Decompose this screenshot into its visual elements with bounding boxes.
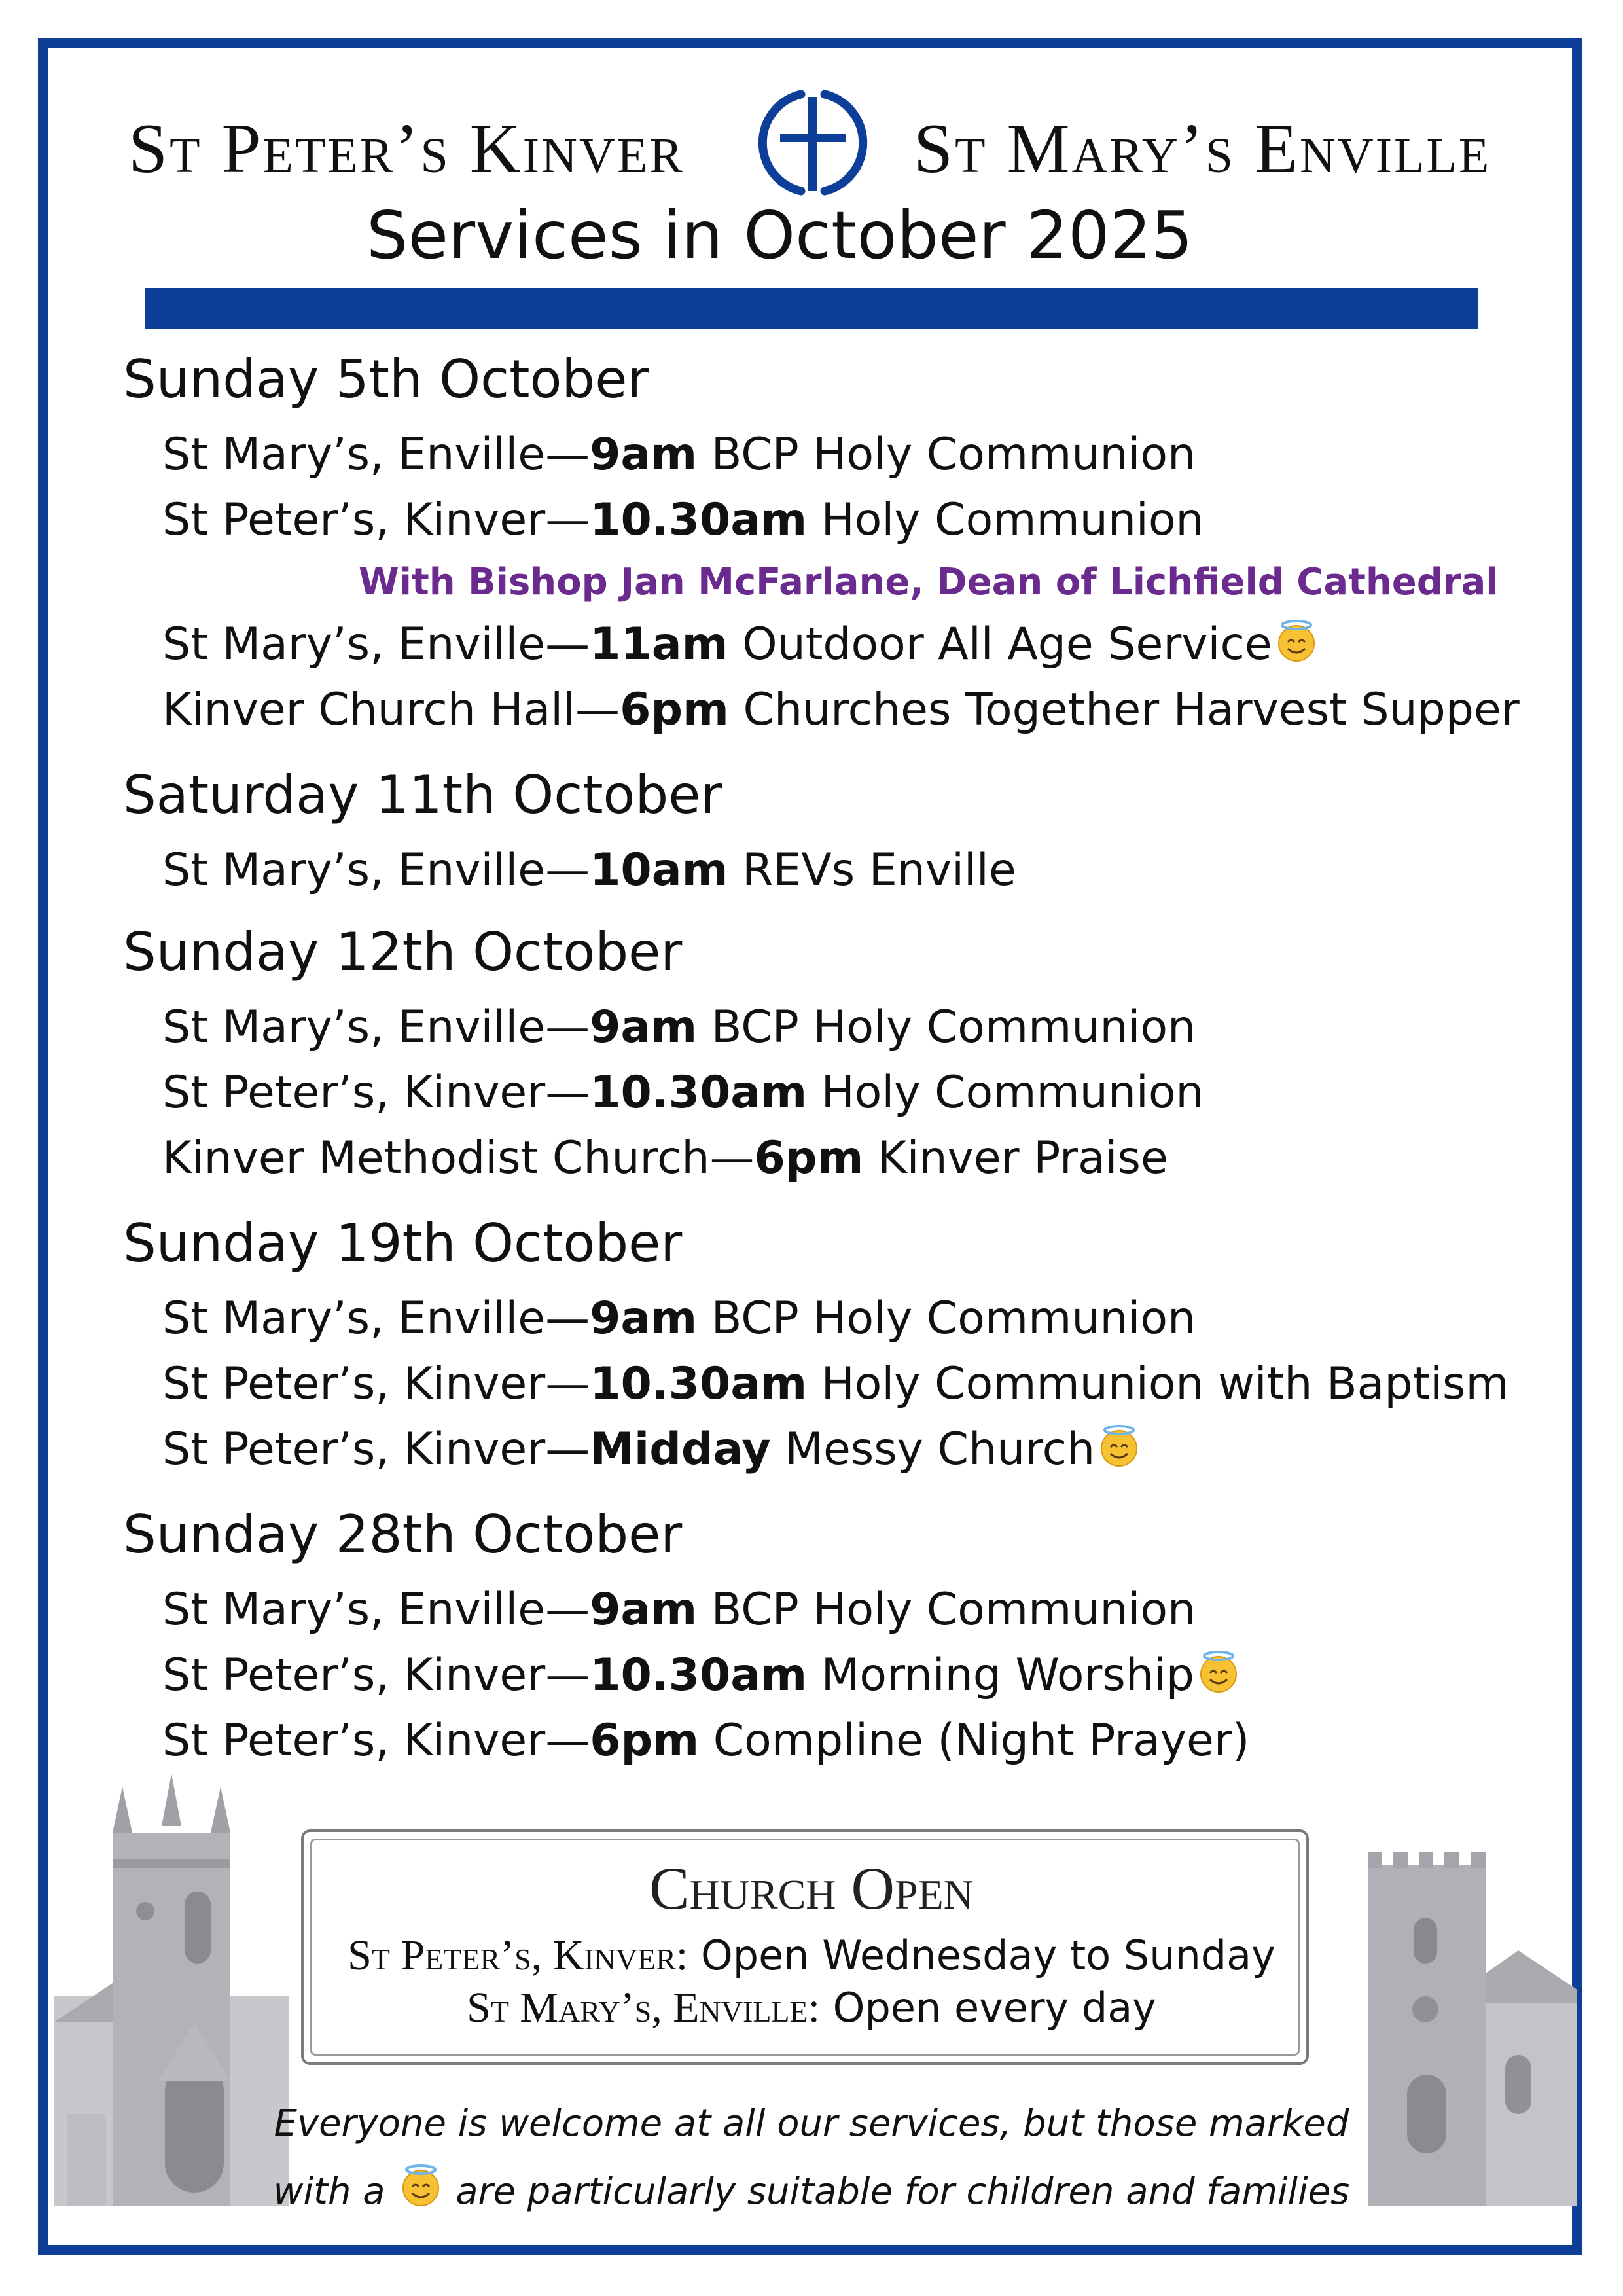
service-line	[162, 1712, 1537, 1770]
service-name: Messy Church	[770, 1424, 1096, 1475]
family-smiley-icon	[1274, 619, 1319, 664]
day-heading: Sunday 5th October	[123, 349, 649, 410]
service-name: Holy Communion with Baptism	[807, 1358, 1509, 1410]
service-place: St Mary’s, Enville—	[162, 1293, 590, 1344]
service-line	[162, 615, 1537, 674]
footer-text: are particularly suitable for children and families	[444, 2170, 1350, 2213]
service-place: Kinver Methodist Church—	[162, 1132, 755, 1184]
footer-line-1: Everyone is welcome at all our services, but those marked	[274, 2102, 1349, 2145]
service-place: Kinver Church Hall—	[162, 684, 620, 736]
service-place: St Mary’s, Enville—	[162, 1584, 590, 1636]
family-smiley-icon	[1196, 1649, 1241, 1695]
family-smiley-icon	[1096, 1424, 1142, 1469]
service-time: 9am	[590, 1293, 698, 1344]
service-time: 9am	[590, 429, 698, 480]
service-name: Holy Communion	[807, 1067, 1204, 1119]
page-title: Services in October 2025	[366, 197, 1193, 274]
guest-note: With Bishop Jan McFarlane, Dean of Lichfield Cathedral	[359, 561, 1499, 603]
open-hours-kinver	[0, 1929, 1623, 1982]
service-place: St Mary’s, Enville—	[162, 619, 590, 670]
service-line	[162, 1646, 1537, 1705]
church-name-kinver: St Peter’s Kinver	[128, 110, 685, 188]
service-line	[162, 1289, 1537, 1348]
service-line	[162, 1355, 1537, 1414]
service-line	[162, 1420, 1537, 1479]
service-time: Midday	[590, 1424, 771, 1475]
service-time: 9am	[590, 1584, 698, 1636]
service-line	[162, 1581, 1537, 1640]
church-open-title: Church Open	[649, 1855, 974, 1922]
service-place: St Peter’s, Kinver—	[162, 1649, 590, 1701]
open-place: St Peter’s, Kinver:	[348, 1931, 688, 1979]
service-time: 10.30am	[590, 1649, 808, 1701]
footer-line-2	[0, 2163, 1623, 2218]
day-heading: Saturday 11th October	[123, 764, 722, 825]
service-name: REVs Enville	[728, 844, 1016, 896]
service-line	[162, 841, 1537, 900]
service-time: 10.30am	[590, 1358, 808, 1410]
service-time: 6pm	[754, 1132, 864, 1184]
service-place: St Mary’s, Enville—	[162, 429, 590, 480]
service-line	[162, 1064, 1537, 1122]
service-place: St Peter’s, Kinver—	[162, 1358, 590, 1410]
service-place: St Peter’s, Kinver—	[162, 1715, 590, 1767]
service-name: Kinver Praise	[863, 1132, 1168, 1184]
service-line	[162, 1129, 1537, 1188]
service-name: BCP Holy Communion	[697, 1293, 1196, 1344]
open-hours-enville	[0, 1982, 1623, 2034]
service-place: St Peter’s, Kinver—	[162, 1424, 590, 1475]
title-rule	[145, 288, 1478, 329]
service-name: Holy Communion	[807, 494, 1204, 546]
service-place: St Mary’s, Enville—	[162, 844, 590, 896]
open-place: St Mary’s, Enville:	[467, 1984, 820, 2032]
service-line	[162, 491, 1537, 550]
service-place: St Mary’s, Enville—	[162, 1001, 590, 1053]
service-line	[162, 998, 1537, 1057]
open-text: Open Wednesday to Sunday	[688, 1931, 1275, 1979]
service-name: BCP Holy Communion	[697, 1584, 1196, 1636]
footer-text: with a	[273, 2170, 397, 2213]
service-name: Compline (Night Prayer)	[699, 1715, 1250, 1767]
service-name: Churches Together Harvest Supper	[728, 684, 1520, 736]
service-name: Outdoor All Age Service	[728, 619, 1272, 670]
day-heading: Sunday 19th October	[123, 1213, 683, 1274]
service-time: 10am	[590, 844, 728, 896]
day-heading: Sunday 28th October	[123, 1504, 683, 1565]
service-line	[162, 425, 1537, 484]
service-time: 10.30am	[590, 494, 808, 546]
service-name: BCP Holy Communion	[697, 1001, 1196, 1053]
service-time: 10.30am	[590, 1067, 808, 1119]
service-time: 6pm	[620, 684, 729, 736]
open-text: Open every day	[819, 1984, 1156, 2032]
service-name: BCP Holy Communion	[697, 429, 1196, 480]
service-time: 6pm	[590, 1715, 700, 1767]
service-line	[162, 681, 1537, 740]
service-time: 9am	[590, 1001, 698, 1053]
service-time: 11am	[590, 619, 728, 670]
church-name-enville: St Mary’s Enville	[914, 110, 1491, 188]
church-cross-logo-icon	[755, 85, 870, 200]
service-place: St Peter’s, Kinver—	[162, 494, 590, 546]
day-heading: Sunday 12th October	[123, 922, 683, 982]
service-name: Morning Worship	[807, 1649, 1194, 1701]
service-place: St Peter’s, Kinver—	[162, 1067, 590, 1119]
family-smiley-icon	[398, 2163, 444, 2209]
